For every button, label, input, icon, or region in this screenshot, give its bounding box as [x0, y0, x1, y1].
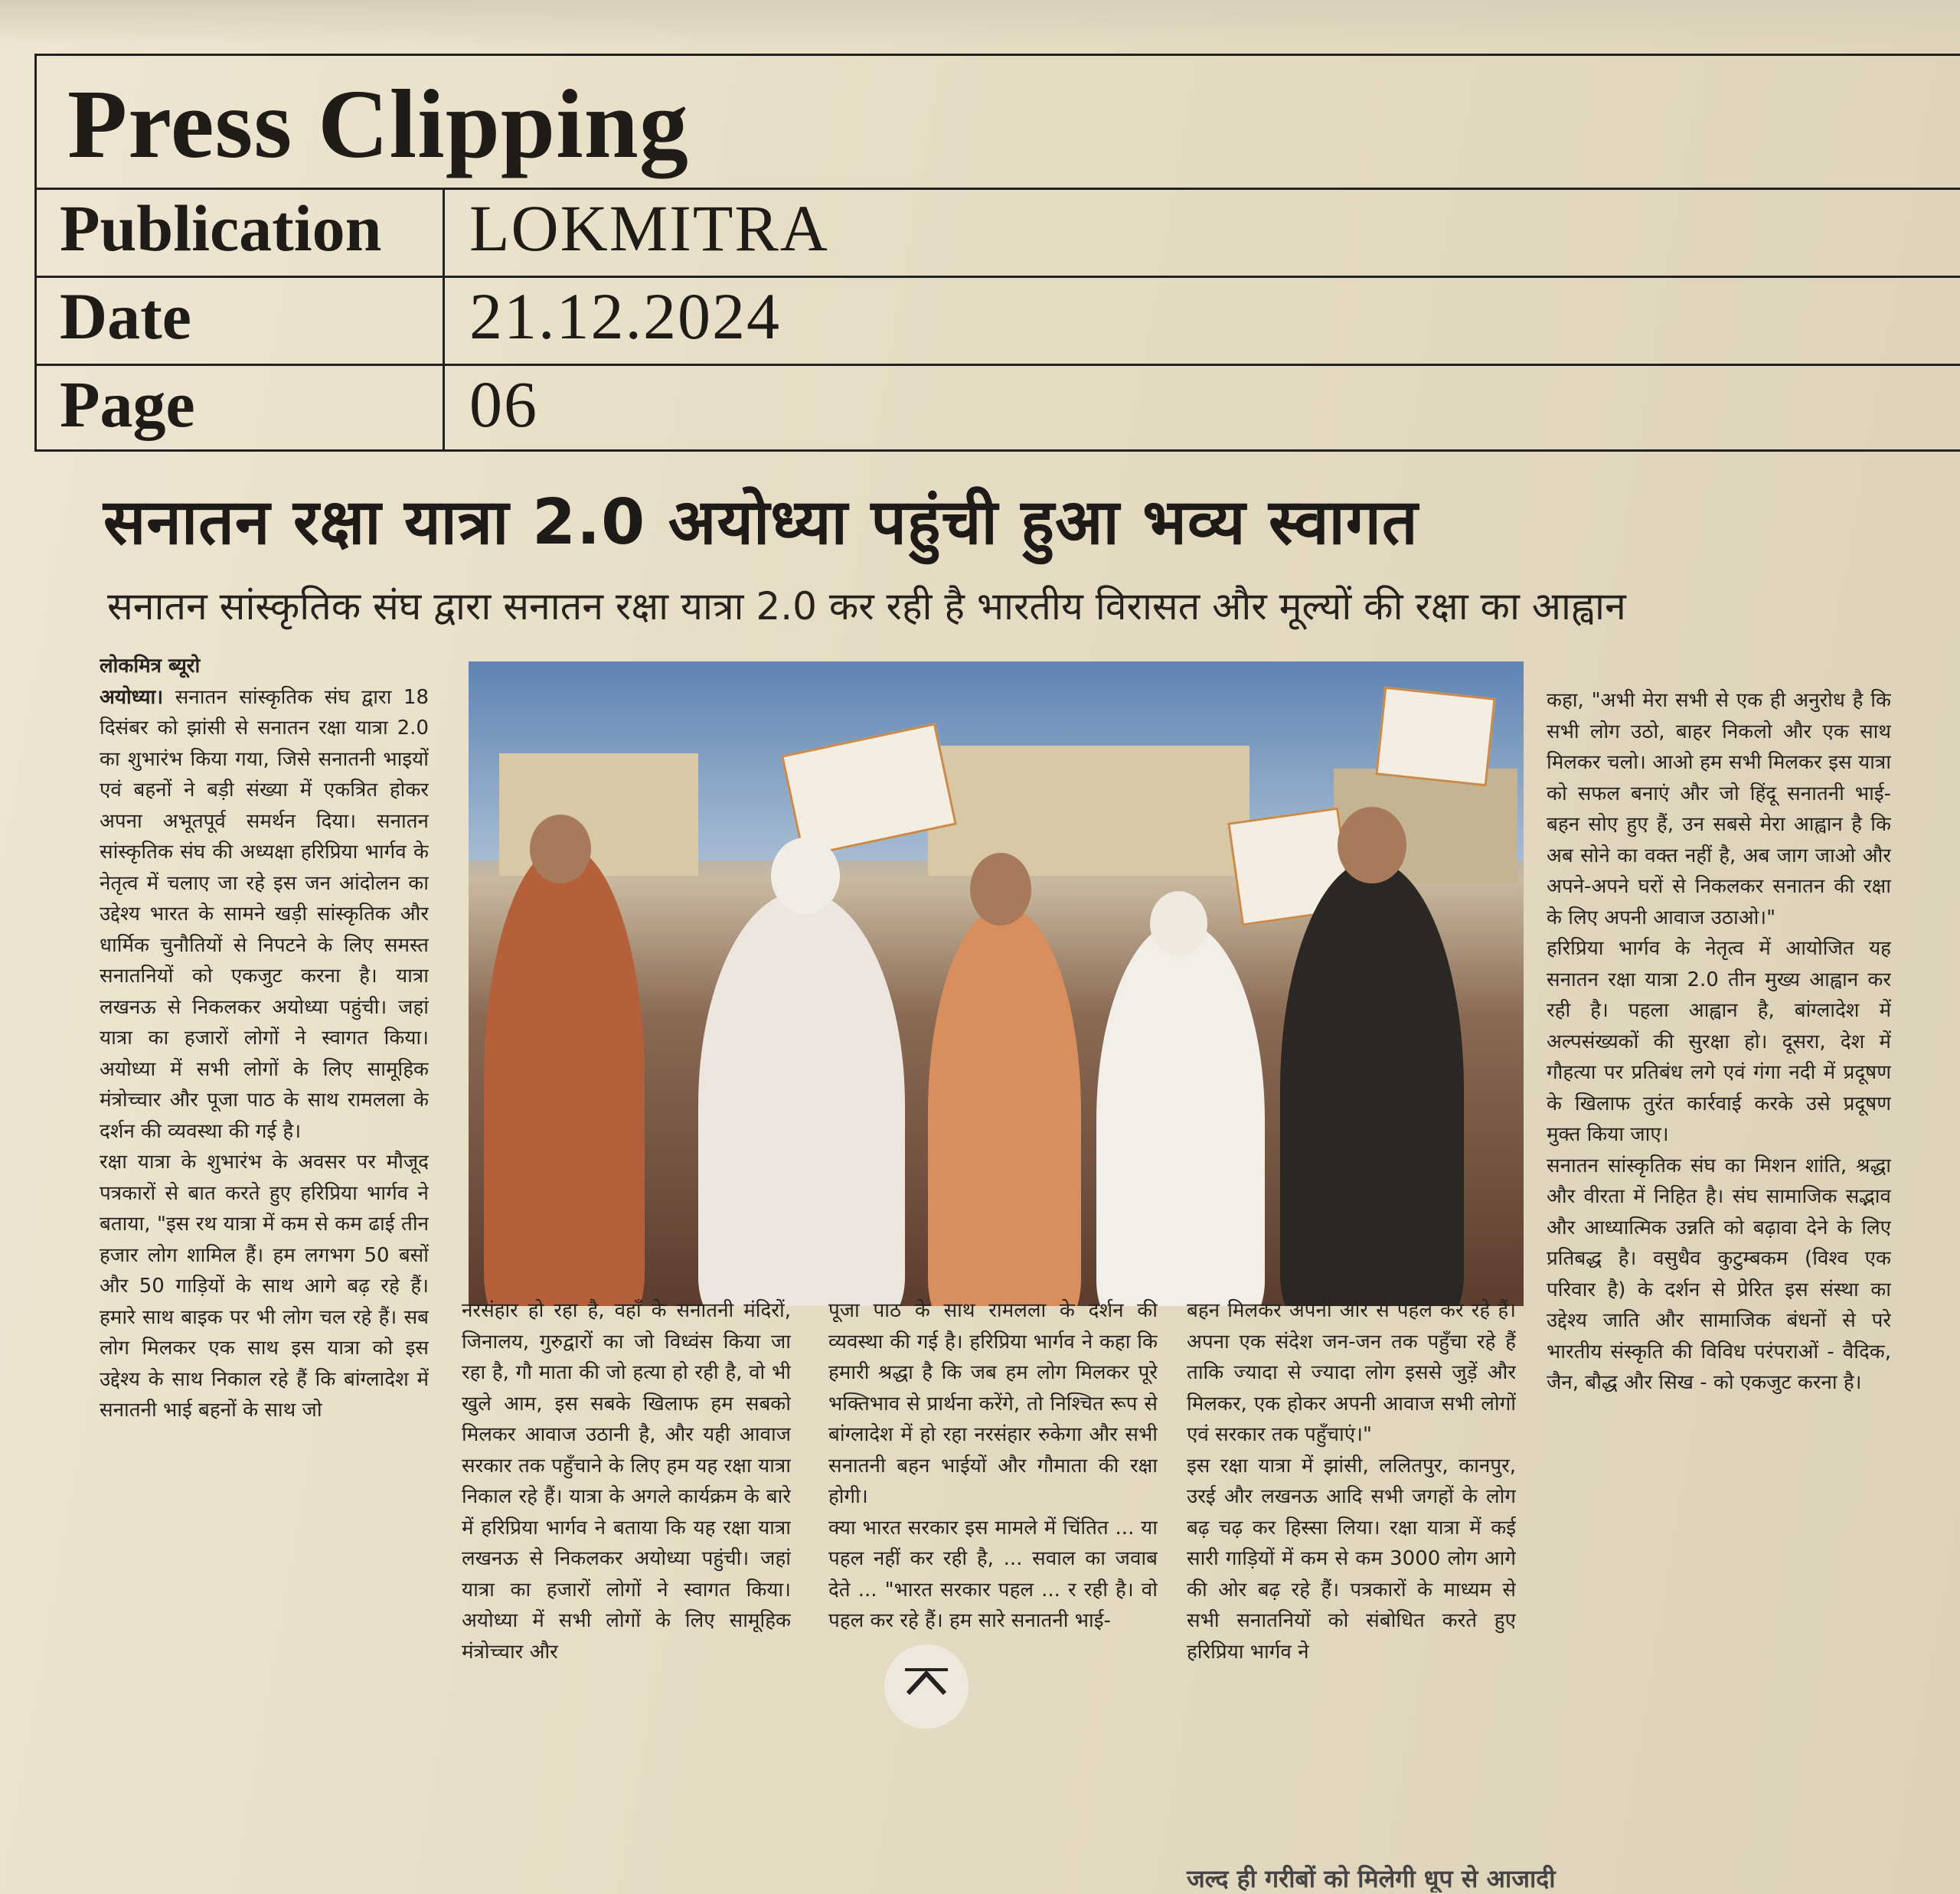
column-5-paragraph-2: हरिप्रिया भार्गव के नेतृत्व में आयोजित यह सनातन रक्षा यात्रा 2.0 तीन मुख्य आह्वान कर रही है। पहला आह्वान है, बांग्लादेश में अल्पसंख्यकों की सुरक्षा हो। दूसरा, देश में गौहत्या पर प्रतिबंध लगे एवं गंगा नदी में प्रदूषण के खिलाफ तुरंत कार्रवाई करके उसे प्रदूषण मुक्त किया जाए।	[1547, 937, 1891, 1146]
date-label: Date	[60, 279, 191, 353]
article-headline: सनातन रक्षा यात्रा 2.0 अयोध्या पहुंची हुआ भव्य स्वागत	[103, 486, 1419, 559]
column-4-paragraph-2: इस रक्षा यात्रा में झांसी, ललितपुर, कानपुर, उरई और लखनऊ आदि सभी जगहों के लोग बढ़ चढ़ कर हिस्सा लिया। रक्षा यात्रा में कई सारी गाड़ियों में कम से कम 3000 लोग आगे की ओर बढ़ रहे हैं। पत्रकारों के माध्यम से सभी सनातनियों को संबोधित करते हुए हरिप्रिया भार्गव ने	[1187, 1454, 1516, 1664]
column-1-paragraph-1	[100, 682, 429, 1148]
article-column-5	[1547, 685, 1891, 1860]
clipping-title: Press Clipping	[67, 70, 689, 178]
next-article-headline	[100, 1862, 1883, 1892]
column-3-paragraph-1: पूजा पाठ के साथ रामलला के दर्शन की व्यवस्था की गई है। हरिप्रिया भार्गव ने कहा कि हमारी श्रद्धा है कि जब हम लोग मिलकर पूरे भक्तिभाव से प्रार्थना करेंगे, तो निश्चित रूप से बांग्लादेश में हो रहा नरसंहार रुकेगा और सभी सनातनी बहन भाईयों और गौमाता की रक्षा होगी।	[828, 1299, 1158, 1508]
paper-shadow	[0, 0, 1960, 46]
dateline: अयोध्या।	[100, 685, 164, 709]
article-byline: लोकमित्र ब्यूरो	[100, 655, 201, 678]
column-1-text-1: सनातन सांस्कृतिक संघ द्वारा 18 दिसंबर को झांसी से सनातन रक्षा यात्रा 2.0 का शुभारंभ किया गया, जिसे सनातनी भाइयों एवं बहनों ने बड़ी संख्या में एकत्रित होकर अपना अभूतपूर्व समर्थन दिया। सनातन सांस्कृतिक संघ की अध्यक्षा हरिप्रिया भार्गव के नेतृत्व में चलाए जा रहे इस जन आंदोलन का उद्देश्य भारत के सामने खड़ी सांस्कृतिक और धार्मिक चुनौतियों से निपटने के लिए समस्त सनातनियों को एकजुट करना है। यात्रा लखनऊ से निकलकर अयोध्या पहुंची। जहां यात्रा का हजारों लोगों ने स्वागत किया। अयोध्या में सभी लोगों के लिए सामूहिक मंत्रोच्चार और पूजा पाठ के साथ रामलला के दर्शन की व्यवस्था की गई है।	[100, 685, 429, 1143]
article-column-3	[828, 1295, 1158, 1862]
column-5-paragraph-1: कहा, "अभी मेरा सभी से एक ही अनुरोध है कि सभी लोग उठो, बाहर निकलो और एक साथ मिलकर चलो। आओ हम सभी मिलकर इस यात्रा को सफल बनाएं और जो हिंदू सनातनी भाई-बहन सोए हुए हैं, उन सबसे मेरा आह्वान है कि अब सोने का वक्त नहीं है, अब जाग जाओ और अपने-अपने घरों से निकलकर सनातन की रक्षा के लिए अपनी आवाज उठाओ।"	[1547, 689, 1891, 929]
page-label: Page	[60, 367, 195, 441]
article-column-4	[1187, 1295, 1516, 1862]
next-headline-text: जल्द ही गरीबों को मिलेगी धूप से आजादी	[1187, 1864, 1556, 1892]
article-column-1	[100, 651, 429, 1860]
column-3-paragraph-2: क्या भारत सरकार इस मामले में चिंतित ... या पहल नहीं कर रही है, ... सवाल का जवाब देते ... "भारत सरकार पहल ... र रही है। वो पहल कर रहे हैं। हम सारे सनातनी भाई-	[828, 1516, 1158, 1632]
article-column-2	[462, 1295, 791, 1862]
article-subheadline: सनातन सांस्कृतिक संघ द्वारा सनातन रक्षा यात्रा 2.0 कर रही है भारतीय विरासत और मूल्यों की रक्षा का आह्वान	[107, 584, 1626, 629]
publication-label: Publication	[60, 191, 382, 265]
column-2-paragraph: नरसंहार हो रहा है, वहाँ के सनातनी मंदिरों, जिनालय, गुरुद्वारों का जो विध्वंस किया जा रहा है, गौ माता की जो हत्या हो रही है, वो भी खुले आम, इस सबके खिलाफ हम सबको मिलकर आवाज उठानी है, और यही आवाज सरकार तक पहुँचाने के लिए हम यह रक्षा यात्रा निकाल रहे हैं। यात्रा के अगले कार्यक्रम के बारे में हरिप्रिया भार्गव ने बताया कि यह रक्षा यात्रा लखनऊ से निकलकर अयोध्या पहुंची। जहां यात्रा का हजारों लोगों ने स्वागत किया। अयोध्या में सभी लोगों के लिए सामूहिक मंत्रोच्चार और	[462, 1299, 791, 1664]
column-4-paragraph-1: बहन मिलकर अपनी ओर से पहल कर रहे हैं। अपना एक संदेश जन-जन तक पहुँचा रहे हैं ताकि ज्यादा से ज्यादा लोग इससे जुड़ें और मिलकर, एक होकर अपनी आवाज सभी लोगों एवं सरकार तक पहुँचाएं।"	[1187, 1299, 1516, 1446]
publication-value: LOKMITRA	[469, 191, 829, 265]
date-row	[37, 276, 1960, 366]
press-clipping-box	[34, 54, 1960, 452]
date-value: 21.12.2024	[469, 279, 781, 353]
publication-row	[37, 188, 1960, 278]
page-value: 06	[469, 367, 538, 441]
chevron-up-icon[interactable]	[884, 1644, 969, 1729]
group-photo-icon	[469, 661, 1524, 1306]
column-5-paragraph-3: सनातन सांस्कृतिक संघ का मिशन शांति, श्रद्धा और वीरता में निहित है। संघ सामाजिक सद्भाव और आध्यात्मिक उन्नति को बढ़ावा देने के लिए प्रतिबद्ध है। वसुधैव कुटुम्बकम (विश्व एक परिवार है) के दर्शन से प्रेरित इस संस्था का उद्देश्य जाति और सामाजिक बंधनों से परे भारतीय संस्कृति की विविध परंपराओं - वैदिक, जैन, बौद्ध और सिख - को एकजुट करना है।	[1547, 1154, 1891, 1394]
page-row	[37, 364, 1960, 454]
column-1-paragraph-2: रक्षा यात्रा के शुभारंभ के अवसर पर मौजूद पत्रकारों से बात करते हुए हरिप्रिया भार्गव ने बताया, "इस रथ यात्रा में कम से कम ढाई तीन हजार लोग शामिल हैं। हम लगभग 50 बसों और 50 गाड़ियों के साथ आगे बढ़ रहे हैं। हमारे साथ बाइक पर भी लोग चल रहे हैं। सब लोग मिलकर एक साथ इस यात्रा को इस उद्देश्य के साथ निकाल रहे हैं कि बांग्लादेश में सनातनी भाई बहनों के साथ जो	[100, 1151, 429, 1422]
